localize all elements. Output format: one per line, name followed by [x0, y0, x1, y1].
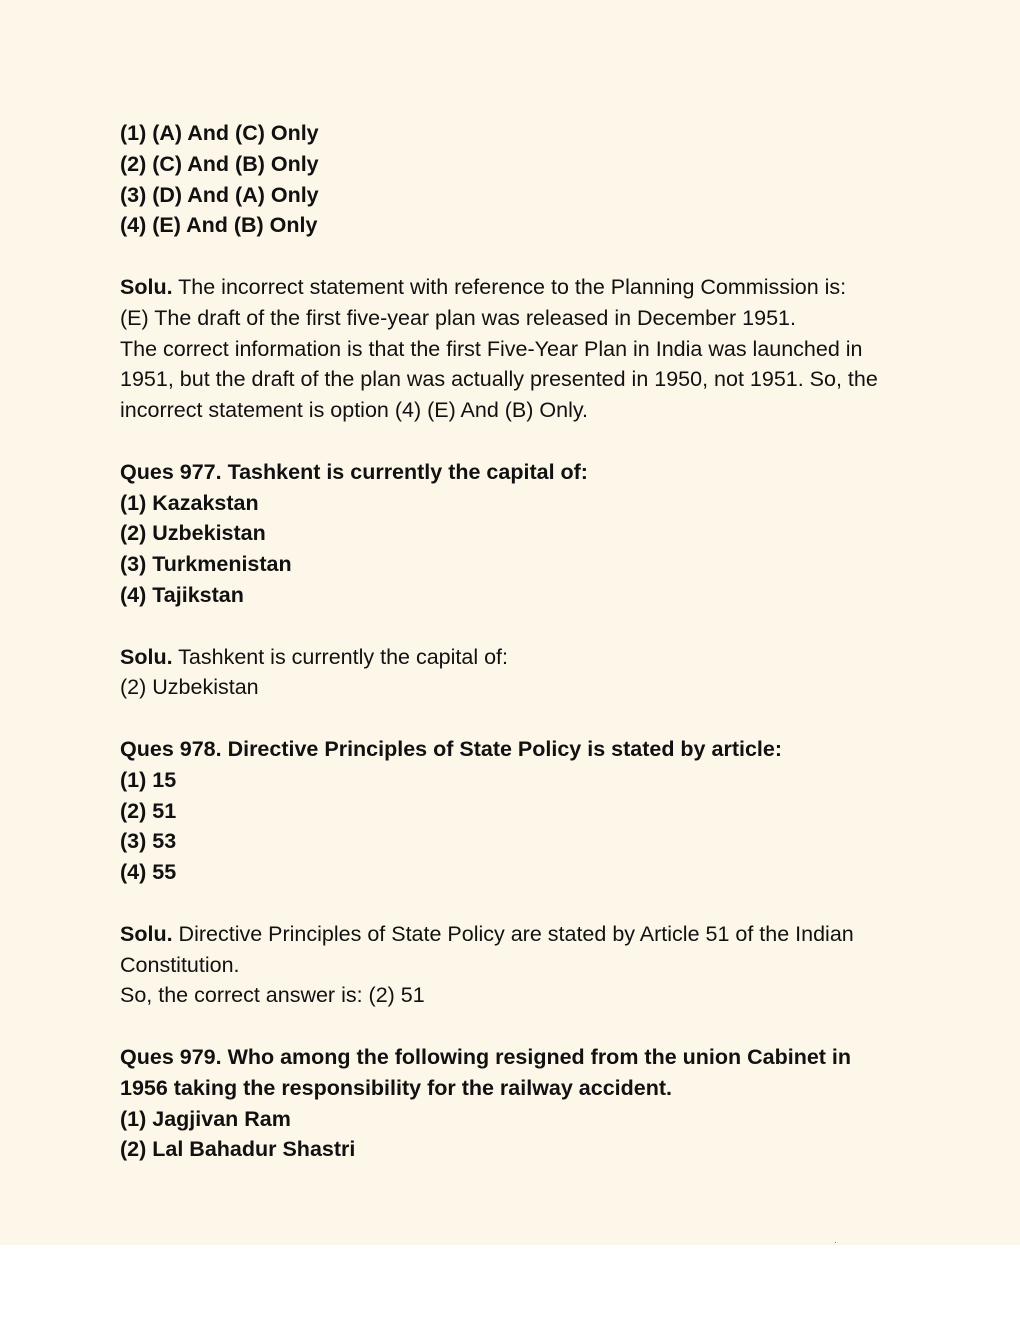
page-mark: [835, 1242, 836, 1243]
solution-text: Directive Principles of State Policy are stated by Article 51 of the Indian Constitution.: [120, 921, 854, 977]
option-item: (4) Tajikstan: [120, 582, 244, 607]
question-title: Ques 977. Tashkent is currently the capital of:: [120, 459, 588, 484]
option-item: (3) Turkmenistan: [120, 552, 292, 577]
option-item: (1) Jagjivan Ram: [120, 1106, 291, 1131]
solution-text: The incorrect statement with reference to the Planning Commission is:: [178, 274, 847, 299]
option-item: (3) (D) And (A) Only: [120, 182, 319, 207]
page-content: [120, 118, 900, 1165]
option-item: (1) Kazakstan: [120, 490, 259, 515]
option-item: (4) (E) And (B) Only: [120, 213, 318, 238]
solution-label: Solu.: [120, 274, 173, 299]
option-item: (2) (C) And (B) Only: [120, 151, 319, 176]
solution-label: Solu.: [120, 644, 173, 669]
option-item: (1) (A) And (C) Only: [120, 121, 319, 145]
option-item: (2) Uzbekistan: [120, 521, 266, 546]
option-item: (1) 15: [120, 767, 177, 792]
solution-paragraph: [120, 642, 900, 673]
solution-text: So, the correct answer is: (2) 51: [120, 983, 425, 1008]
question-title: Ques 978. Directive Principles of State Policy is stated by article:: [120, 736, 782, 761]
question-title: Ques 979. Who among the following resigned from the union Cabinet in 1956 taking the responsibility for the railway accident.: [120, 1044, 852, 1100]
option-item: (2) Lal Bahadur Shastri: [120, 1137, 356, 1162]
option-item: (4) 55: [120, 860, 177, 885]
solution-label: Solu.: [120, 921, 173, 946]
solution-text: (2) Uzbekistan: [120, 675, 259, 700]
option-item: (2) 51: [120, 798, 177, 823]
option-item: (3) 53: [120, 829, 177, 854]
solution-paragraph: [120, 272, 900, 303]
solution-text: Tashkent is currently the capital of:: [178, 644, 508, 669]
solution-text: (E) The draft of the first five-year plan was released in December 1951.: [120, 305, 796, 330]
solution-paragraph: [120, 919, 900, 981]
solution-text: The correct information is that the first Five-Year Plan in India was launched in 1951, but the draft of the plan was actually presented in 1950, not 1951. So, the incorrect statement is option (4) (E) And (B) Only.: [120, 336, 878, 423]
